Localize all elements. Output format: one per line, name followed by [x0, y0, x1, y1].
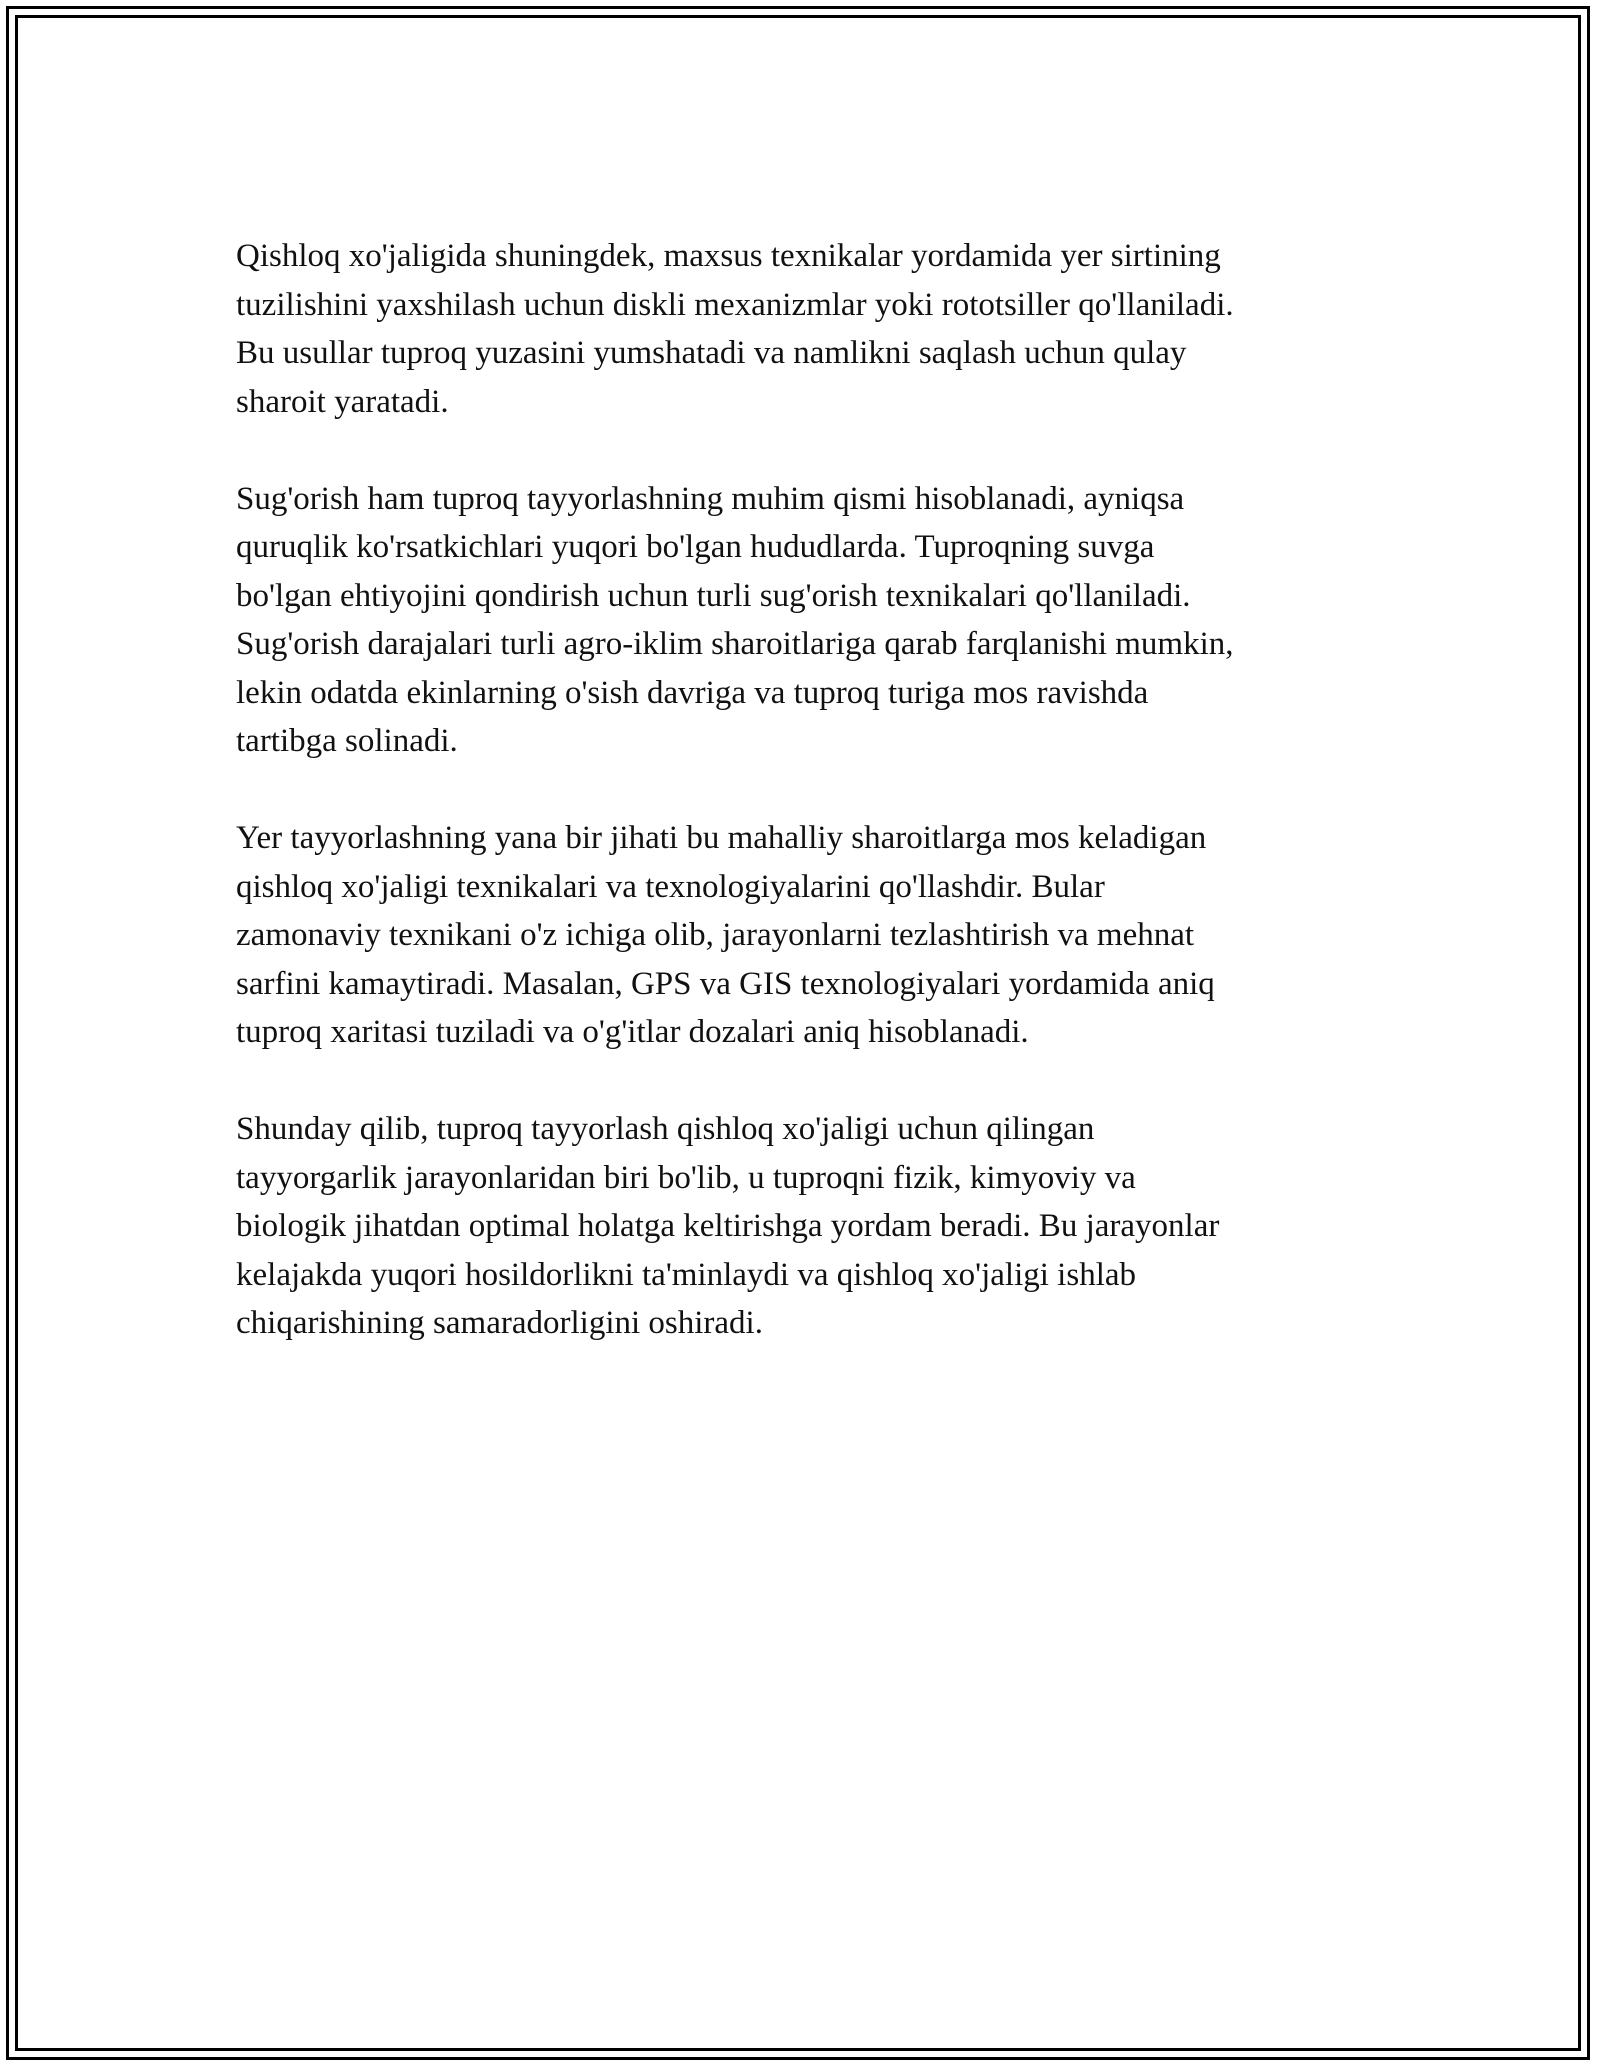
document-body	[236, 232, 1366, 1396]
paragraph-4	[236, 1105, 1366, 1348]
text-line: Shunday qilib, tuproq tayyorlash qishloq xo'jaligi uchun qilingan	[236, 1111, 1095, 1147]
text-line: Sug'orish darajalari turli agro-iklim sharoitlariga qarab farqlanishi mumkin,	[236, 626, 1234, 662]
text-line: sharoit yaratadi.	[236, 383, 449, 420]
text-line: Qishloq xo'jaligida shuningdek, maxsus texnikalar yordamida yer sirtining	[236, 238, 1221, 274]
text-line: Yer tayyorlashning yana bir jihati bu mahalliy sharoitlarga mos keladigan	[236, 820, 1207, 856]
paragraph-1	[236, 232, 1366, 426]
paragraph-3	[236, 814, 1366, 1057]
text-line: bo'lgan ehtiyojini qondirish uchun turli sug'orish texnikalari qo'llaniladi.	[236, 577, 1191, 614]
text-line: tuproq xaritasi tuziladi va o'g'itlar dozalari aniq hisoblanadi.	[236, 1014, 1029, 1050]
text-line: tartibga solinadi.	[236, 723, 458, 759]
text-line: quruqlik ko'rsatkichlari yuqori bo'lgan hududlarda. Tuproqning suvga	[236, 529, 1155, 565]
text-line: tuzilishini yaxshilash uchun diskli mexanizmlar yoki rototsiller qo'llaniladi.	[236, 286, 1234, 323]
text-line: kelajakda yuqori hosildorlikni ta'minlaydi va qishloq xo'jaligi ishlab	[236, 1256, 1137, 1293]
text-line: chiqarishining samaradorligini oshiradi.	[236, 1305, 763, 1341]
text-line: zamonaviy texnikani o'z ichiga olib, jarayonlarni tezlashtirish va mehnat	[236, 917, 1195, 953]
paragraph-2	[236, 475, 1366, 766]
text-line: lekin odatda ekinlarning o'sish davriga va tuproq turiga mos ravishda	[236, 674, 1149, 711]
text-line: Sug'orish ham tuproq tayyorlashning muhim qismi hisoblanadi, ayniqsa	[236, 480, 1185, 517]
text-line: Bu usullar tuproq yuzasini yumshatadi va namlikni saqlash uchun qulay	[236, 335, 1187, 371]
text-line: sarfini kamaytiradi. Masalan, GPS va GIS texnologiyalari yordamida aniq	[236, 965, 1215, 1002]
text-line: biologik jihatdan optimal holatga keltirishga yordam beradi. Bu jarayonlar	[236, 1208, 1220, 1244]
text-line: qishloq xo'jaligi texnikalari va texnologiyalarini qo'llashdir. Bular	[236, 868, 1105, 905]
text-line: tayyorgarlik jarayonlaridan biri bo'lib, u tuproqni fizik, kimyoviy va	[236, 1159, 1136, 1196]
